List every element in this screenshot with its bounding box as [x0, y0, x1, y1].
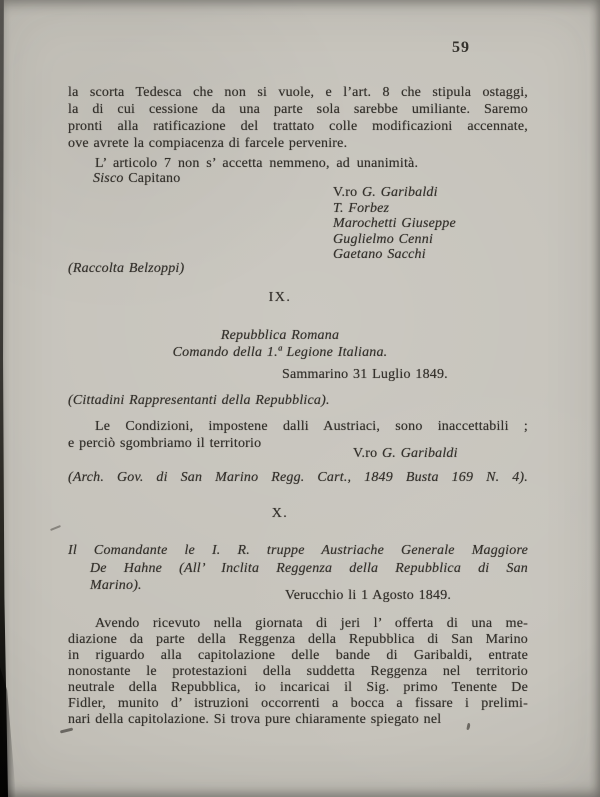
doc8-source-citation: (Raccolta Belzoppi) [68, 261, 185, 276]
doc9-salutation: (Cittadini Rappresentanti della Repubblica). [68, 393, 330, 408]
doc9-heading [50, 328, 510, 361]
paragraph-line: nari della capitolazione. Si trova pure chiaramente spiegato nel [68, 712, 442, 727]
signature-line: Guglielmo Cenni [333, 231, 434, 247]
signature-line: Gaetano Sacchi [333, 247, 426, 263]
heading-line: Marino). [90, 578, 142, 593]
heading-line: Repubblica Romana [220, 328, 340, 343]
heading-line: Il Comandante le I. R. truppe Austriache Generale Maggiore [68, 543, 528, 558]
doc9-dateline: Sammarino 31 Luglio 1849. [282, 367, 448, 382]
paragraph-line: la scorta Tedesca che non si vuole, e l’art. 8 che stipula ostaggi, [68, 85, 528, 100]
doc8-signature-list [333, 185, 456, 263]
signatory-name: Sisco [93, 171, 124, 186]
paragraph-line: diazione da parte della Reggenza della Repubblica di San Marino [68, 632, 528, 647]
paragraph-line: Le Condizioni, impostene dalli Austriaci, sono inaccettabili ; [95, 419, 528, 434]
paragraph-line: ove avrete la compiacenza di farcele pervenire. [68, 136, 348, 151]
paragraph-line: Fidler, munito d’ istruzioni occorrenti a bocca a fissare i prelimi- [68, 696, 528, 711]
doc8-signatory [93, 171, 180, 187]
signature-prefix: V.ro [353, 446, 378, 461]
signature-name: G. Garibaldi [381, 446, 458, 461]
signature-line: T. Forbez [333, 200, 390, 216]
signature-line [333, 185, 456, 201]
doc9-source-citation: (Arch. Gov. di San Marino Regg. Cart., 1849 Busta 169 N. 4). [68, 470, 528, 485]
paragraph-line: pronti alla ratificazione del trattato colle modificazioni accennate, [68, 119, 528, 134]
signature-prefix: V.ro [333, 185, 358, 200]
paragraph-line: e perciò sgombriamo il territorio [68, 435, 262, 451]
paragraph-line: L’ articolo 7 non s’ accetta nemmeno, ad unanimità. [95, 156, 419, 171]
section-number-ix: IX. [268, 290, 292, 305]
page-number: 59 [452, 39, 470, 56]
doc9-signature [353, 446, 458, 462]
heading-line: De Hahne (All’ Inclita Reggenza della Repubblica di San [90, 560, 528, 576]
signature-name: G. Garibaldi [361, 185, 438, 200]
signature-line: Marochetti Giuseppe [333, 216, 456, 232]
paragraph-line: Avendo ricevuto nella giornata di jeri l’ offerta di una me- [95, 616, 528, 631]
section-number-x: X. [271, 506, 289, 521]
paragraph-line: la di cui cessione da una parte sola sarebbe umiliante. Saremo [68, 102, 528, 117]
doc10-heading [68, 542, 528, 595]
heading-line: Comando della 1.ª Legione Italiana. [172, 344, 388, 360]
doc9-body [68, 419, 528, 452]
paragraph-line: in riguardo alla capitolazione delle bande di Garibaldi, entrate [68, 648, 528, 663]
paragraph-line: neutrale della Repubblica, io incaricai il Sig. primo Tenente De [68, 680, 528, 695]
doc10-dateline: Verucchio li 1 Agosto 1849. [285, 588, 452, 603]
doc10-body [68, 616, 528, 728]
paragraph-line: nonostante le protestazioni della suddetta Reggenza nel territorio [68, 664, 528, 679]
signatory-rank: Capitano [128, 171, 181, 186]
doc8-paragraph [68, 84, 528, 172]
